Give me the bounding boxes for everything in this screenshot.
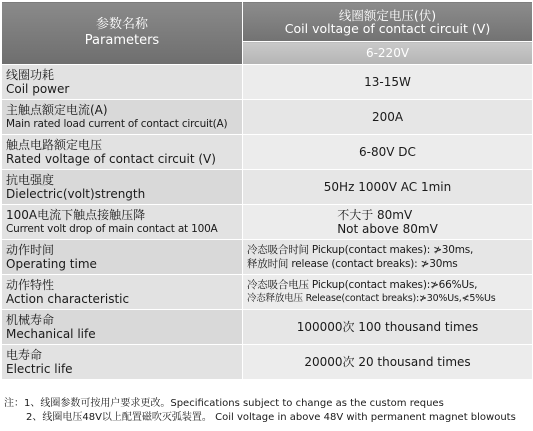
- header-param-en: Parameters: [84, 33, 160, 48]
- table-row: [2, 310, 533, 345]
- table-row: [2, 100, 533, 135]
- param-name-zh: 线圈功耗: [6, 68, 55, 82]
- param-value-line: Not above 80mV: [337, 222, 438, 236]
- param-name-en: Rated voltage of contact circuit (V): [6, 152, 216, 166]
- param-name: [2, 310, 243, 345]
- param-name-zh: 电寿命: [6, 348, 43, 362]
- param-name: [2, 135, 243, 170]
- param-name: [2, 345, 243, 380]
- param-value: 6-80V DC: [243, 135, 533, 170]
- param-name: [2, 205, 243, 240]
- header-volt-en: Coil voltage of contact circuit (V): [284, 20, 491, 36]
- param-value: 20000次 20 thousand times: [243, 345, 533, 380]
- param-value-line: 释放时间 release (contact breaks): ≯30ms: [247, 258, 458, 270]
- param-name: [2, 240, 243, 275]
- param-name-en: Mechanical life: [6, 327, 96, 341]
- param-name: [2, 65, 243, 100]
- table-row: [2, 240, 533, 275]
- footnotes: [4, 397, 531, 425]
- param-value-line: 冷态吸合时间 Pickup(contact makes): ≯30ms,: [247, 244, 474, 256]
- param-value: [243, 240, 533, 275]
- param-name-zh: 动作特性: [6, 278, 55, 292]
- param-name-en: Coil power: [6, 82, 70, 96]
- param-value: 13-15W: [243, 65, 533, 100]
- param-value: [243, 205, 533, 240]
- header-parameters: [2, 2, 243, 65]
- header-param-zh: 参数名称: [95, 17, 148, 32]
- table-row: [2, 65, 533, 100]
- param-name-en: Operating time: [6, 257, 97, 271]
- table-row: [2, 345, 533, 380]
- param-value: [243, 275, 533, 310]
- param-value: 100000次 100 thousand times: [243, 310, 533, 345]
- param-name-zh: 动作时间: [6, 243, 55, 257]
- param-value-line: 不大于 80mV: [337, 208, 413, 222]
- param-name-zh: 主触点额定电流(A): [6, 103, 108, 117]
- param-name-en: Main rated load current of contact circuit(A): [6, 118, 228, 130]
- param-name-zh: 100A电流下触点接触压降: [6, 208, 146, 222]
- param-value-line: 冷态吸合电压 Pickup(contact makes):≯66%Us,: [247, 279, 478, 291]
- param-name-en: Dielectric(volt)strength: [6, 187, 146, 201]
- param-name-zh: 抗电强度: [6, 173, 55, 187]
- footnote-1: 注：1、线圈参数可按用户要求更改。Specifications subject to change as the custom reques: [4, 398, 444, 409]
- header-voltage-range: 6-220V: [243, 42, 533, 65]
- table-row: [2, 135, 533, 170]
- param-value: 50Hz 1000V AC 1min: [243, 170, 533, 205]
- param-name: [2, 275, 243, 310]
- table-row: [2, 205, 533, 240]
- param-name-en: Current volt drop of main contact at 100A: [6, 223, 218, 235]
- param-name: [2, 100, 243, 135]
- param-name-zh: 触点电路额定电压: [6, 138, 103, 152]
- param-value: 200A: [243, 100, 533, 135]
- param-name-en: Action characteristic: [6, 292, 130, 306]
- header-volt-zh: 线圈额定电压(伏): [338, 7, 437, 23]
- param-value-line: 冷态释放电压 Release(contact breaks):≯30%Us,≮5%Us: [247, 293, 496, 304]
- table-row: [2, 170, 533, 205]
- header-coil-voltage: [243, 2, 533, 42]
- spec-table: [1, 1, 533, 380]
- param-name-en: Electric life: [6, 362, 73, 376]
- table-row: [2, 275, 533, 310]
- param-name-zh: 机械寿命: [6, 313, 55, 327]
- footnote-2: 2、线圈电压48V以上配置磁吹灭弧装置。 Coil voltage in above 48V with permanent magnet blowouts: [26, 412, 516, 423]
- param-name: [2, 170, 243, 205]
